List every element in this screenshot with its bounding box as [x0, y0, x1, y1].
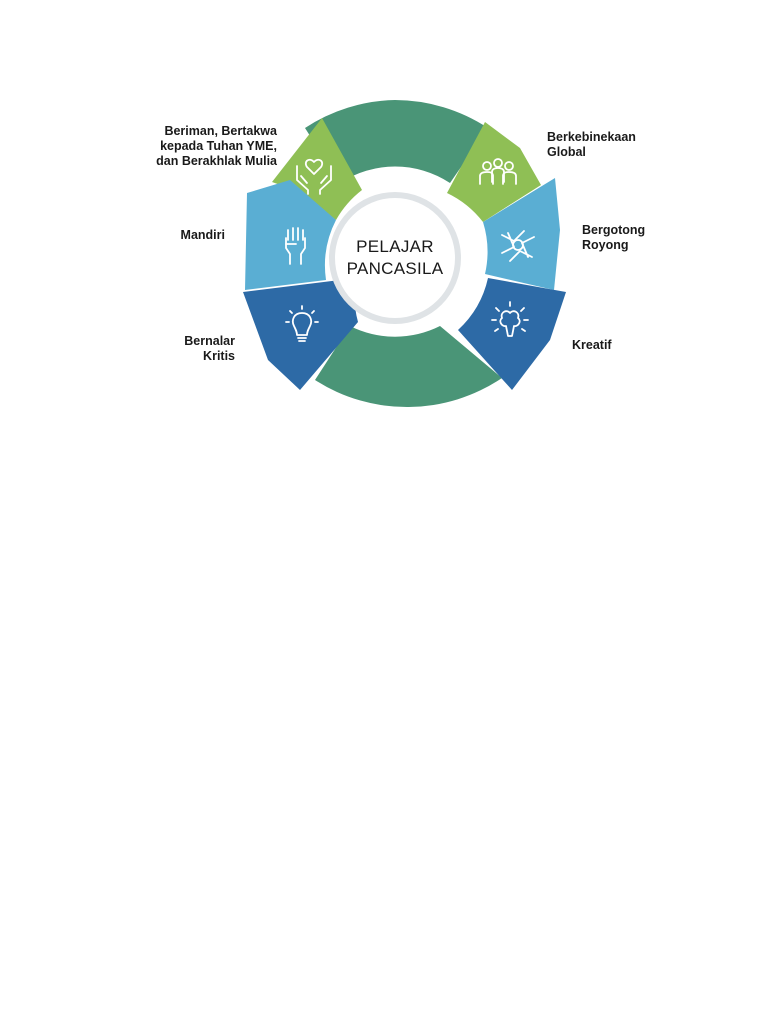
label-bernalar: Bernalar Kritis [184, 334, 235, 363]
label-kreatif: Kreatif [572, 338, 612, 352]
label-berkebinekaan: Berkebinekaan Global [547, 130, 636, 159]
label-mandiri: Mandiri [180, 228, 225, 242]
label-beriman: Beriman, Bertakwa kepada Tuhan YME, dan Berakhlak Mulia [156, 124, 277, 168]
center-title: PELAJAR PANCASILA [346, 237, 444, 278]
label-bergotong: Bergotong Royong [582, 223, 646, 252]
